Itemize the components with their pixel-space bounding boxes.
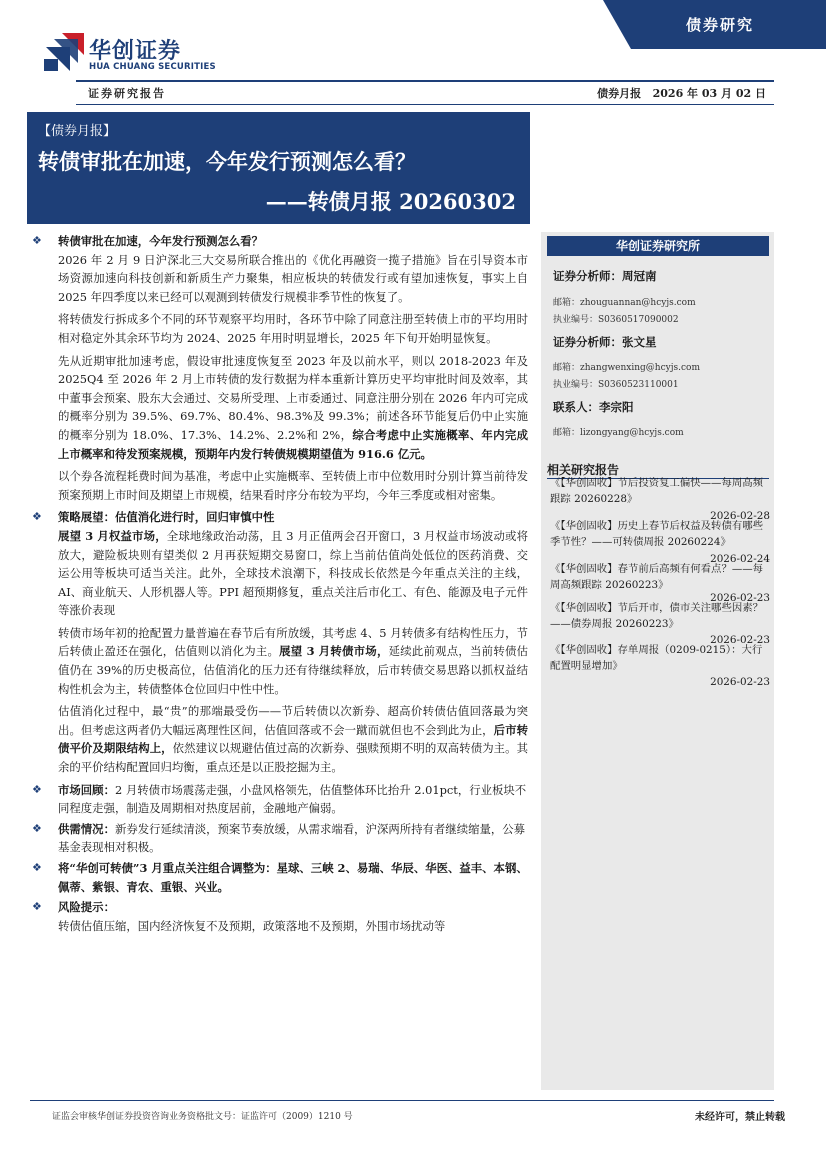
section-heading: 风险提示： [58,900,115,915]
institute-heading: 华创证券研究所 [547,236,769,256]
related-report-link[interactable]: 《【华创固收】存单周报（0209-0215）：大行配置明显增加》 [550,644,763,672]
related-report-date: 2026-02-23 [710,676,770,688]
title-tag: 【债券月报】 [38,124,117,139]
analyst-name: 证券分析师：张文星 [553,335,657,349]
main-content [30,232,528,939]
analyst-license: 执业编号：S0360523110001 [553,380,679,390]
section-heading: 策略展望：估值消化进行时，回归审慎中性 [58,510,275,525]
section-heading: 供需情况： [58,821,115,836]
page-subtitle: ——转债月报 20260302 [265,189,516,214]
paragraph-emphasis: 展望 3 月转债市场， [279,644,389,659]
paragraph: 将转债发行拆成多个不同的环节观察平均用时，各环节中除了同意注册至转债上市的平均用时相对稳定外其余环节均为 2024、2025 年用时明显增长，2025 年下旬开始明显恢复。 [58,312,528,345]
logo-text-en: HUA CHUANG SECURITIES [89,62,216,72]
related-report-link[interactable]: 《【华创固收】节后投资复工偏快——每周高频跟踪 20260228》 [550,477,764,505]
diamond-bullet-icon: ❖ [32,821,42,835]
paragraph: 以个券各流程耗费时间为基准，考虑中止实施概率、至转债上市中位数用时分别计算当前待发预案预期上市时间及期望上市规模，结果看时序分布较为平均，今年三季度或相对密集。 [58,469,528,502]
section-portfolio [30,859,528,896]
paragraph-text: 新券发行延续清淡，预案节奏放缓，从需求端看，沪深两所持有者继续缩量，公募基金表现相对积极。 [58,821,526,855]
diamond-bullet-icon: ❖ [32,510,42,524]
paragraph-text: 估值消化过程中，最“贵”的那端最受伤——节后转债以次新券、超高价转债估值回落最为突出。但考虑这两者仍大幅远离理性区间，估值回落或不会一蹴而就但也不会到此为止， [58,704,528,737]
related-report-link[interactable]: 《【华创固收】历史上春节后权益及转债有哪些季节性？——可转债周报 20260224》 [550,520,764,548]
logo-text-cn: 华创证券 [89,39,182,64]
report-category: 债券月报 [597,87,642,100]
related-report-date: 2026-02-24 [710,553,770,565]
report-type: 证券研究报告 [88,87,166,100]
diamond-bullet-icon: ❖ [32,234,42,247]
analyst-email: 邮箱：zhangwenxing@hcyjs.com [553,363,700,373]
section-heading: 将“华创可转债”3 月重点关注组合调整为：星球、三峡 2、易瑞、华辰、华医、益丰、本钢、佩蒂、紫银、青农、重银、兴业。 [58,861,528,894]
analyst-license: 执业编号：S0360517090002 [553,315,679,325]
diamond-bullet-icon: ❖ [32,782,42,796]
related-report-date: 2026-02-23 [710,592,770,604]
paragraph-text: 先从近期审批加速考虑，假设审批速度恢复至 2023 年及以前水平，则以 2018-2023 年及 2025Q4 至 2026 年 2 月上市转债的发行数据为样本重新计算历史平均审批时间及效率，其中董事会预案、股东大会通过、交易所受理、上市委通过、同意注册分别在 2026 年内可完成的概率分别为 39.5%、69.7%、80.4%、98.3%及 99.3%；前述各环节能复后仍中止实施的概率分别为 18.0%、17.3%、14.2%、2.2%和 2%， [58,353,528,442]
huachuang-logo-icon [44,33,84,71]
header-subdivider [76,104,774,105]
footer-notice: 未经许可，禁止转载 [695,1112,785,1123]
paragraph: 转债估值压缩，国内经济恢复不及预期，政策落地不及预期，外围市场扰动等 [58,918,446,933]
diamond-bullet-icon: ❖ [32,861,42,874]
paragraph [30,352,528,464]
section-market-review [30,781,528,818]
related-report-date: 2026-02-28 [710,510,770,522]
related-report-link[interactable]: 《【华创固收】节后开市，债市关注哪些因素？——债券周报 20260223》 [550,602,764,630]
paragraph [30,702,528,776]
report-date: 2026 年 03 月 02 日 [652,87,766,100]
paragraph-text: 依然建议以规避估值过高的次新券、强赎预期不明的双高转债为主。其余的平价结构配置回归均衡，重点还是以正股挖掘为主。 [58,741,528,775]
footer-divider [30,1100,774,1101]
header-tab-label: 债券研究 [685,16,754,34]
related-report-date: 2026-02-23 [710,634,770,646]
footer-license: 证监会审核华创证券投资咨询业务资格批文号：证监许可（2009）1210 号 [52,1112,353,1122]
paragraph-text: 2 月转债市场震荡走强，小盘风格领先，估值整体环比抬升 2.01pct，行业板块不同程度走强，制造及周期相对热度居前，金融地产偏弱。 [58,782,527,816]
header-divider [76,80,774,82]
paragraph-emphasis: 综合考虑中止实施概率、年内完成上市概率和待发预案规模，预期年内发行转债规模期望值为 916.6 亿元。 [58,427,528,461]
section-risk [30,898,528,917]
paragraph [30,624,528,698]
paragraph-emphasis: 后市转债平价及期限结构上， [58,722,528,756]
paragraph-text: 转债市场年初的抢配置力量普遍在春节后有所放缓，其考虑 4、5 月转债多有结构性压力，节后转债止盈还在强化，估值则以消化为主。 [58,625,528,659]
analyst-name: 证券分析师：周冠南 [553,269,657,283]
paragraph: 2026 年 2 月 9 日沪深北三大交易所联合推出的《优化再融资一揽子措施》旨在引导资本市场资源加速向科技创新和新质生产力聚集，相应板块的转债发行或有望加速恢复，事实上自 2025 年四季度以来已经可以观测到转债发行规模非季节性的恢复了。 [58,252,528,304]
related-report-link[interactable]: 《【华创固收】春节前后高频有何看点？——每周高频跟踪 20260223》 [550,563,764,591]
section-heading: 市场回顾： [58,782,115,797]
related-reports-heading: 相关研究报告 [547,463,620,477]
paragraph-text: 全球地缘政治动荡，且 3 月正值两会召开窗口，3 月权益市场波动或将放大，避险板块则有望类似 2 月再获短期交易窗口，综上当前估值尚处低位的医药消费、交运公用等板块可适当关注。此外，全球技术浪潮下，科技成长依然是今年重点关注的主线，AI、商业航天、人形机器人等。PPI 超预期修复，重点关注后市化工、有色、能源及电子元件等涨价表现 [58,528,529,618]
page-title: 转债审批在加速，今年发行预测怎么看？ [38,149,416,174]
section-supply-demand [30,820,528,857]
paragraph-text: 延续此前观点，当前转债估值仍在 39%的历史极高位，估值消化的压力还有待继续释放，后市转债交易思路以抓权益结构性机会为主，转债整体仓位回归中性中性。 [58,644,528,696]
contact-name: 联系人：李宗阳 [553,400,634,414]
section-heading: 转债审批在加速，今年发行预测怎么看？ [58,234,264,248]
paragraph-emphasis: 展望 3 月权益市场， [58,528,167,543]
report-meta [597,85,766,101]
section-approval [30,232,528,251]
analyst-email: 邮箱：zhouguannan@hcyjs.com [553,298,696,308]
contact-email: 邮箱：lizongyang@hcyjs.com [553,428,684,438]
paragraph [30,527,528,620]
diamond-bullet-icon: ❖ [32,900,42,914]
section-strategy [30,508,528,527]
